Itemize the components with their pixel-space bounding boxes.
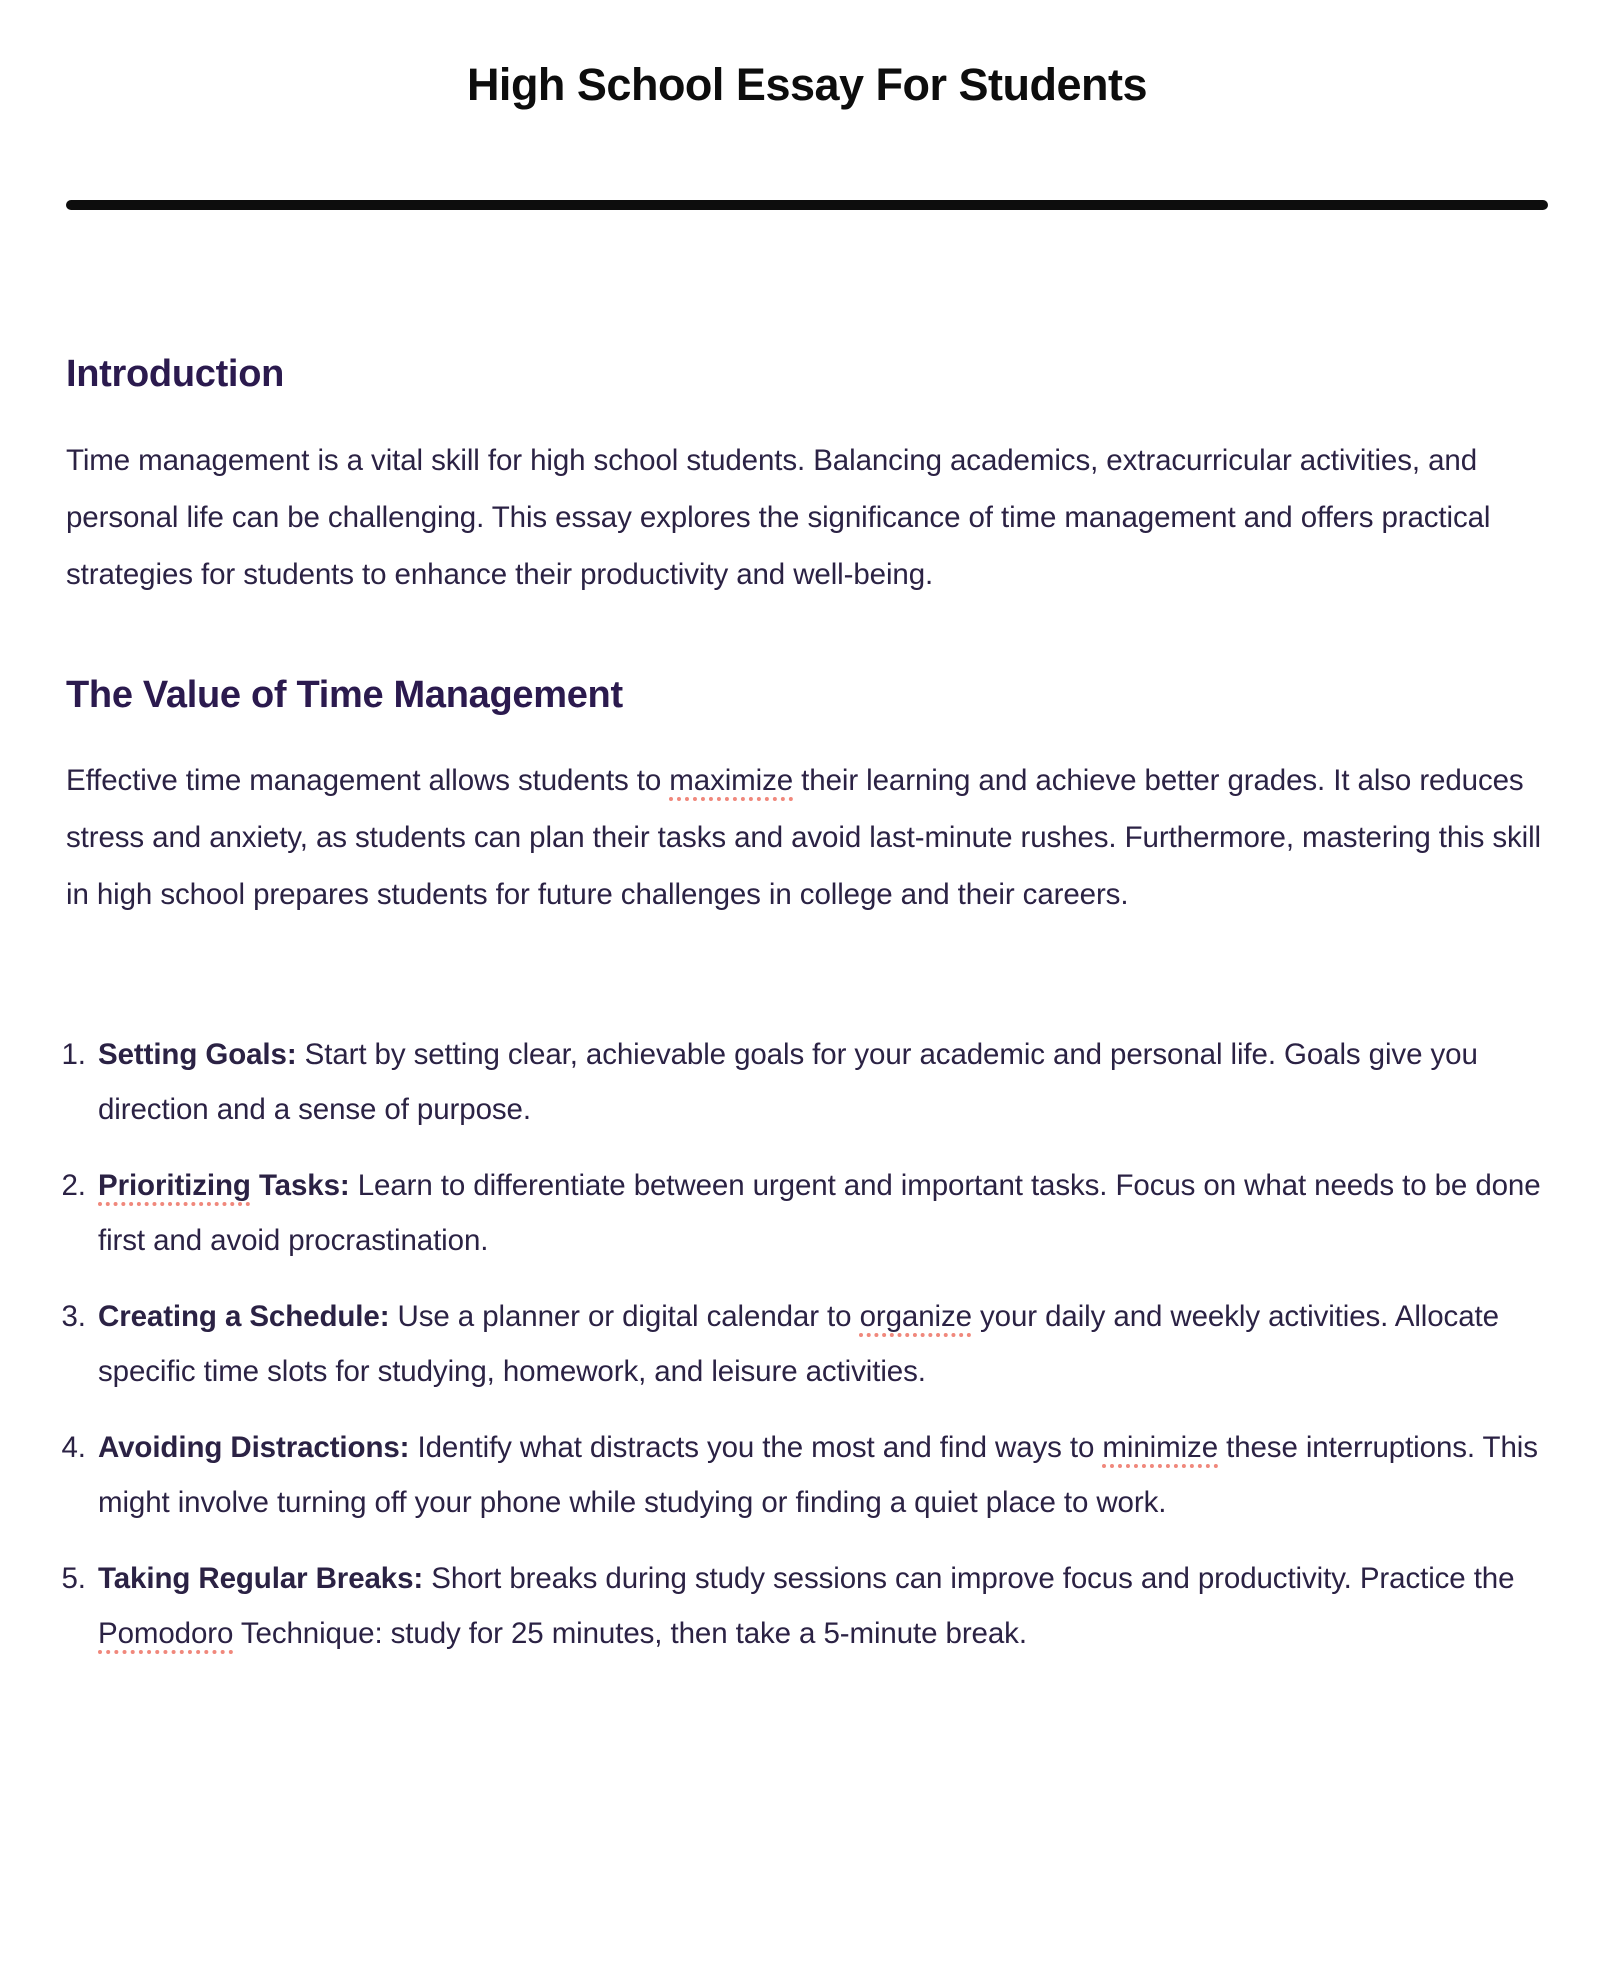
bold-label: Taking Regular Breaks: xyxy=(98,1562,424,1596)
misspelled-word: maximize xyxy=(669,764,794,798)
text-run: Start by setting clear, achievable goals for your academic and personal life. Goals give you direction and a sense of purpose. xyxy=(98,1038,1478,1127)
introduction-heading: Introduction xyxy=(66,353,285,395)
bold-label: Tasks: xyxy=(250,1169,350,1203)
list-item-taking-regular-breaks xyxy=(94,1551,1548,1661)
text-run: Short breaks during study sessions can improve focus and productivity. Practice the xyxy=(423,1562,1515,1596)
strategies-list xyxy=(66,1027,1548,1661)
list-item-creating-a-schedule xyxy=(94,1289,1548,1399)
page-title: High School Essay For Students xyxy=(466,59,1148,110)
text-run: these interruptions. This might involve turning off your phone while studying or finding a quiet place to work. xyxy=(98,1431,1538,1520)
text-run: their learning and achieve better grades. It also reduces stress and anxiety, as students can plan their tasks and avoid last-minute rushes. Furthermore, mastering this skill in high school prepares students for future challenges in college and their careers. xyxy=(66,764,1541,912)
misspelled-word: Pomodoro xyxy=(98,1617,234,1651)
list-item-setting-goals xyxy=(94,1027,1548,1137)
section-value-of-time-management xyxy=(66,673,1548,924)
bold-label: Setting Goals: xyxy=(98,1038,297,1072)
misspelled-word: Prioritizing xyxy=(98,1169,251,1203)
text-run: your daily and weekly activities. Allocate specific time slots for studying, homework, and leisure activities. xyxy=(98,1300,1499,1389)
value-of-time-management-heading: The Value of Time Management xyxy=(66,673,623,716)
misspelled-word: minimize xyxy=(1102,1431,1218,1465)
text-run: Learn to differentiate between urgent and important tasks. Focus on what needs to be done first and avoid procrastination. xyxy=(98,1169,1541,1258)
text-run: Use a planner or digital calendar to xyxy=(389,1300,860,1334)
bold-label: Creating a Schedule: xyxy=(98,1300,390,1334)
text-run: Technique: study for 25 minutes, then take a 5-minute break. xyxy=(233,1617,1027,1651)
horizontal-divider xyxy=(66,200,1548,210)
text-run: Time management is a vital skill for high school students. Balancing academics, extracurricular activities, and personal life can be challenging. This essay explores the significance of time management and offers practical strategies for students to enhance their productivity and well-being. xyxy=(66,443,1491,591)
list-item-avoiding-distractions xyxy=(94,1420,1548,1530)
bold-label: Avoiding Distractions: xyxy=(98,1431,410,1465)
misspelled-word: organize xyxy=(859,1300,972,1334)
introduction-paragraph xyxy=(66,432,1548,603)
text-run: Identify what distracts you the most and find ways to xyxy=(409,1431,1103,1465)
list-item-prioritizing-tasks xyxy=(94,1158,1548,1268)
text-run: Effective time management allows students to xyxy=(66,764,670,798)
section-introduction xyxy=(66,352,1548,603)
value-of-time-management-paragraph xyxy=(66,752,1548,923)
